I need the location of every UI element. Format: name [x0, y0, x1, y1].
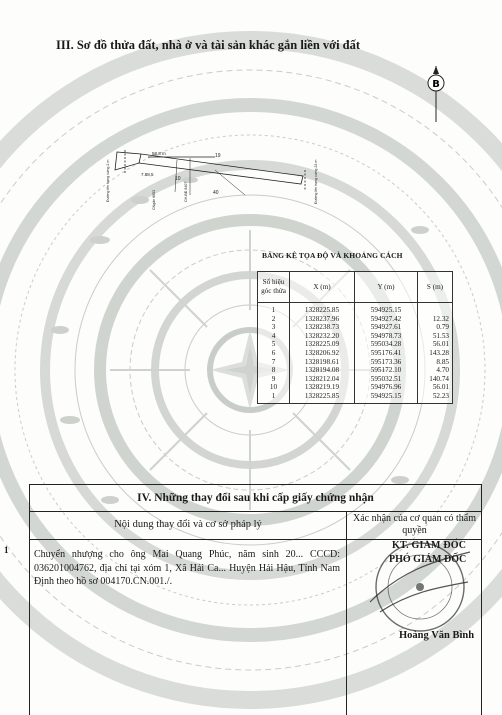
y-cell: 595176.41 [355, 349, 418, 358]
x-cell: 1328219.19 [290, 383, 355, 392]
coord-table-title: BẢNG KÊ TỌA ĐỘ VÀ KHOẢNG CÁCH [262, 251, 403, 260]
distance-cell: 56.01 [418, 383, 453, 392]
distance-cell: 0.79 [418, 323, 453, 332]
point-cell: 2 [258, 315, 290, 324]
section-4-title: IV. Những thay đổi sau khi cấp giấy chứng nhận [30, 485, 481, 512]
col-header-x: X (m) [290, 272, 355, 303]
area-label: 7.88,5 [141, 172, 154, 177]
x-cell: 1328212.04 [290, 375, 355, 384]
table-row [258, 383, 453, 392]
signer-name: Hoàng Văn Bình [399, 630, 475, 641]
road-right-label: Đường lên hạng cứng 23 m [314, 159, 318, 204]
point-cell: 7 [258, 358, 290, 367]
point-cell: 8 [258, 366, 290, 375]
distance-cell: 51.53 [418, 332, 453, 341]
road-left-label: Đường lên hạng cứng 2 m [106, 159, 110, 202]
section-3-title: III. Sơ đồ thửa đất, nhà ở và tài sản khác gắn liền với đất [56, 38, 361, 52]
y-cell: 594927.61 [355, 323, 418, 332]
table-row [258, 332, 453, 341]
point-cell: 6 [258, 349, 290, 358]
point-cell: 1 [258, 303, 290, 315]
y-cell: 595034.28 [355, 340, 418, 349]
num-19-label: 19 [215, 153, 221, 159]
distance-cell: 12.32 [418, 315, 453, 324]
point-cell: 4 [258, 332, 290, 341]
dim-top-label: 58,8 m [152, 151, 166, 156]
point-cell: 9 [258, 375, 290, 384]
y-cell: 594927.42 [355, 315, 418, 324]
column-divider [346, 511, 347, 715]
table-row [258, 349, 453, 358]
distance-cell: 4.70 [418, 366, 453, 375]
north-arrow-icon [424, 66, 448, 122]
y-cell: 594925.15 [355, 392, 418, 403]
col-header-s: S (m) [418, 272, 453, 303]
point-cell: 1 [258, 392, 290, 403]
confirmation-column-header: Xác nhận của cơ quan có thẩm quyền [352, 513, 476, 536]
point-cell: 3 [258, 323, 290, 332]
change-content: Chuyển nhượng cho ông Mai Quang Phúc, năm sinh 20... CCCD: 036201004762, địa chỉ tại xóm 1, Xã Hải Ca... Huyện Hải Hậu, Tỉnh Nam Định theo hồ sơ 004170.CN.001./. [34, 549, 340, 587]
x-cell: 1328225.09 [290, 340, 355, 349]
y-cell: 595172.10 [355, 366, 418, 375]
x-cell: 1328225.85 [290, 303, 355, 315]
point-cell: 5 [258, 340, 290, 349]
x-cell: 1328238.73 [290, 323, 355, 332]
table-row [258, 303, 453, 315]
y-cell: 595173.36 [355, 358, 418, 367]
parcel-a-label: CNgân 6653 [152, 189, 156, 210]
x-cell: 1328225.85 [290, 392, 355, 403]
distance-cell: 52.23 [418, 392, 453, 403]
col-header-point: Số hiệu góc thửa [258, 272, 290, 303]
y-cell: 594976.96 [355, 383, 418, 392]
num-40-label: 40 [213, 190, 219, 196]
distance-cell: 140.74 [418, 375, 453, 384]
y-cell: 595032.51 [355, 375, 418, 384]
table-row [258, 375, 453, 384]
y-cell: 594925.15 [355, 303, 418, 315]
table-row [258, 358, 453, 367]
distance-cell: 143.28 [418, 349, 453, 358]
x-cell: 1328198.61 [290, 358, 355, 367]
changes-column-header: Nội dung thay đổi và cơ sở pháp lý [114, 519, 262, 530]
parcel-b-label: CH-BĐ 8407 [184, 181, 188, 202]
x-cell: 1328237.96 [290, 315, 355, 324]
x-cell: 1328232.20 [290, 332, 355, 341]
distance-cell: 8.85 [418, 358, 453, 367]
x-cell: 1328206.92 [290, 349, 355, 358]
table-row [258, 323, 453, 332]
side-mark: 1 [4, 545, 9, 555]
coordinate-table [257, 271, 453, 404]
col-header-y: Y (m) [355, 272, 418, 303]
distance-cell [418, 303, 453, 315]
signer-title-2: PHÓ GIÁM ĐỐC [389, 554, 467, 565]
table-row [258, 366, 453, 375]
num-10-label: 10 [175, 176, 181, 182]
parcel-sketch [95, 140, 335, 235]
y-cell: 594978.73 [355, 332, 418, 341]
x-cell: 1328194.08 [290, 366, 355, 375]
distance-cell: 56.01 [418, 340, 453, 349]
point-cell: 10 [258, 383, 290, 392]
compass-letter: B [432, 79, 440, 90]
table-row [258, 340, 453, 349]
table-row [258, 315, 453, 324]
table-row [258, 392, 453, 403]
signer-title-1: KT. GIÁM ĐỐC [392, 540, 467, 551]
